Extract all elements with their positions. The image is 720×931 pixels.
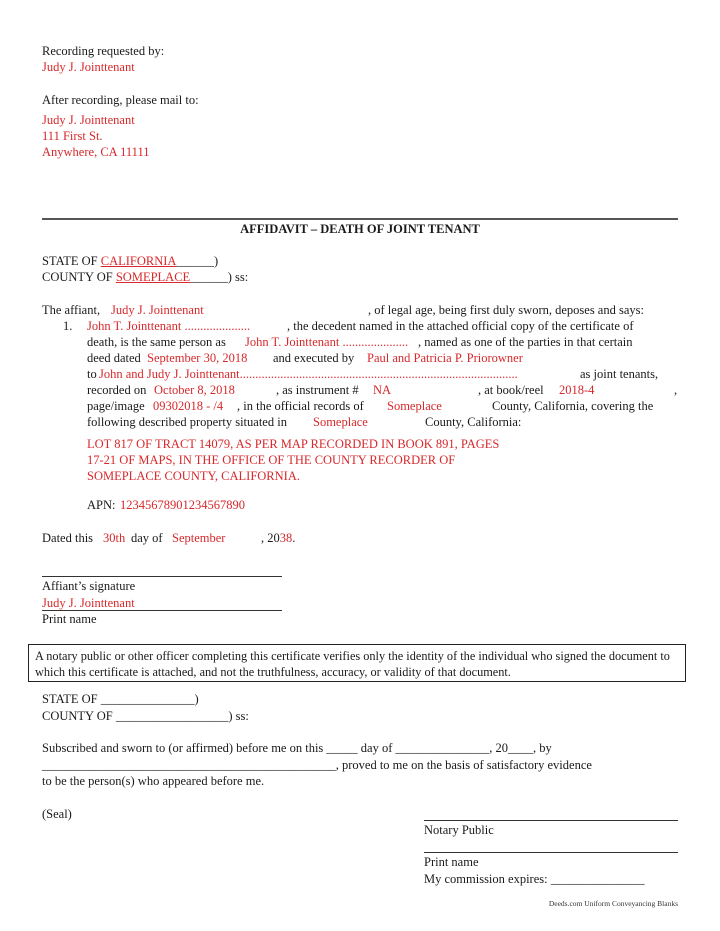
- item1-text-15: County, California:: [425, 415, 522, 429]
- item1-text-10: , at book/reel: [478, 383, 544, 397]
- item1-grantees: John and Judy J. Jointtenant.........................................................................................: [99, 367, 518, 381]
- item1-text-4: deed dated: [87, 351, 141, 365]
- item1-county-records: Someplace: [387, 399, 442, 413]
- legal-description-line-2: 17-21 OF MAPS, IN THE OFFICE OF THE COUNTY RECORDER OF: [87, 453, 456, 467]
- venue-county-label: COUNTY OF: [42, 270, 113, 284]
- item1-book: 2018-4: [559, 383, 595, 397]
- notary-print-line: [424, 852, 678, 853]
- legal-description-line-3: SOMEPLACE COUNTY, CALIFORNIA.: [87, 469, 300, 483]
- notary-person-line: to be the person(s) who appeared before me.: [42, 774, 265, 788]
- footer-credit: Deeds.com Uniform Conveyancing Blanks: [548, 899, 678, 908]
- dated-month: September: [172, 531, 226, 545]
- dated-year: [261, 530, 295, 546]
- item1-text-5: and executed by: [273, 351, 355, 365]
- item1-county-property: Someplace: [313, 415, 368, 429]
- mail-to-city: Anywhere, CA 11111: [42, 145, 150, 159]
- notary-notice-box: A notary public or other officer completing this certificate verifies only the identity of the individual who signed the document to which this certificate is attached, and not the truthfulness, accuracy, or validity of that document.: [28, 644, 686, 682]
- mail-to-street: 111 First St.: [42, 129, 103, 143]
- notary-proved-line: _______________________________________________, proved to me on the basis of satisfactory evidence: [42, 758, 592, 772]
- notary-state-line: STATE OF _______________): [42, 692, 199, 706]
- venue-state-tail: ______): [176, 254, 219, 268]
- dated-day: 30th: [103, 531, 126, 545]
- notary-seal: (Seal): [42, 807, 72, 821]
- affiant-intro-prefix: The affiant,: [42, 303, 101, 317]
- apn-label: APN:: [87, 498, 116, 512]
- document-title: AFFIDAVIT – DEATH OF JOINT TENANT: [240, 222, 480, 236]
- venue-state: [42, 253, 218, 269]
- item1-text-7: as joint tenants,: [580, 367, 659, 381]
- print-name-value: Judy J. Jointtenant: [42, 596, 135, 610]
- recording-requested-label: Recording requested by:: [42, 44, 165, 58]
- dated-year-suffix: 38: [279, 531, 293, 545]
- item1-text-11: page/image: [87, 399, 145, 413]
- notary-county-line: COUNTY OF __________________) ss:: [42, 709, 249, 723]
- notary-print-name-label: Print name: [424, 855, 479, 869]
- item1-text-6: to: [87, 367, 97, 381]
- venue-county: [42, 269, 248, 285]
- item1-comma: ,: [674, 383, 678, 397]
- apn-value: 12345678901234567890: [120, 498, 245, 512]
- item1-recorded-date: October 8, 2018: [154, 383, 235, 397]
- notary-public-label: Notary Public: [424, 823, 494, 837]
- venue-state-label: STATE OF: [42, 254, 98, 268]
- item1-text-13: County, California, covering the: [492, 399, 654, 413]
- item1-number: 1.: [63, 319, 73, 333]
- item1-text-1: , the decedent named in the attached official copy of the certificate of: [287, 319, 634, 333]
- item1-deed-date: September 30, 2018: [147, 351, 248, 365]
- item1-same-person: John T. Jointtenant .....................: [245, 335, 409, 349]
- item1-text-2: death, is the same person as: [87, 335, 226, 349]
- mail-to-name: Judy J. Jointtenant: [42, 113, 135, 127]
- signature-line: [42, 576, 282, 577]
- item1-text-3: , named as one of the parties in that certain: [418, 335, 633, 349]
- affiant-name: Judy J. Jointtenant: [111, 303, 204, 317]
- legal-description-line-1: LOT 817 OF TRACT 14079, AS PER MAP RECORDED IN BOOK 891, PAGES: [87, 437, 500, 451]
- print-name-label: Print name: [42, 612, 97, 626]
- item1-text-12: , in the official records of: [237, 399, 364, 413]
- item1-text-9: , as instrument #: [276, 383, 359, 397]
- dated-year-prefix: , 20: [261, 531, 280, 545]
- venue-county-value: SOMEPLACE: [115, 270, 191, 284]
- mail-to-label: After recording, please mail to:: [42, 93, 199, 107]
- item1-instrument: NA: [373, 383, 392, 397]
- affiant-intro-suffix: , of legal age, being first duly sworn, deposes and says:: [368, 303, 644, 317]
- item1-grantors: Paul and Patricia P. Priorowner: [367, 351, 523, 365]
- item1-text-14: following described property situated in: [87, 415, 287, 429]
- dated-mid: day of: [131, 531, 163, 545]
- item1-text-8: recorded on: [87, 383, 147, 397]
- venue-state-value: CALIFORNIA: [100, 254, 177, 268]
- item1-page-image: 09302018 - /4: [153, 399, 224, 413]
- item1-decedent: John T. Jointtenant .....................: [87, 319, 251, 333]
- notary-signature-line: [424, 820, 678, 821]
- dated-end: .: [292, 531, 296, 545]
- notary-commission-line: My commission expires: _______________: [424, 872, 645, 886]
- notary-sworn-line: Subscribed and sworn to (or affirmed) before me on this _____ day of _______________, 20____, by: [42, 741, 552, 755]
- signature-label: Affiant’s signature: [42, 579, 136, 593]
- recording-requested-name: Judy J. Jointtenant: [42, 60, 135, 74]
- dated-prefix: Dated this: [42, 531, 94, 545]
- title-rule: [42, 218, 678, 220]
- venue-county-tail: ______) ss:: [190, 270, 249, 284]
